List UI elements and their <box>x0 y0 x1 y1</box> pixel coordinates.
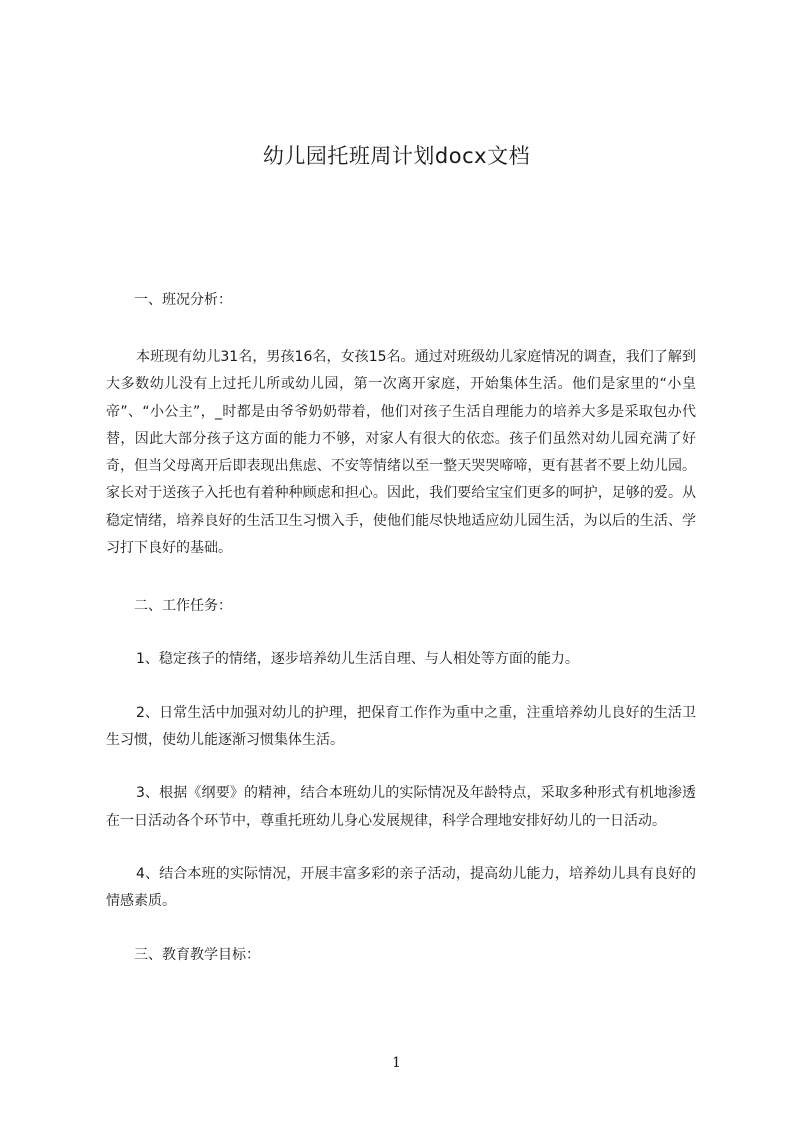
page-number: 1 <box>392 1055 401 1071</box>
task-item-3: 3、根据《纲要》的精神，结合本班幼儿的实际情况及年龄特点，采取多种形式有机地渗透在一日活动各个环节中，尊重托班幼儿身心发展规律，科学合理地安排好幼儿的一日活动。 <box>106 785 696 829</box>
analysis-paragraph: 本班现有幼儿31名，男孩16名，女孩15名。通过对班级幼儿家庭情况的调查，我们了解到大多数幼儿没有上过托儿所或幼儿园，第一次离开家庭，开始集体生活。他们是家里的“小皇帝”、“小公主”，_时都是由爷爷奶奶带着，他们对孩子生活自理能力的培养大多是采取包办代替，因此大部分孩子这方面的能力不够，对家人有很大的依恋。孩子们虽然对幼儿园充满了好奇，但当父母离开后即表现出焦虑、不安等情绪以至一整天哭哭啼啼，更有甚者不要上幼儿园。家长对于送孩子入托也有着种种顾虑和担心。因此，我们要给宝宝们更多的呵护，足够的爱。从稳定情绪，培养良好的生活卫生习惯入手，使他们能尽快地适应幼儿园生活，为以后的生活、学习打下良好的基础。 <box>106 349 696 557</box>
section-heading-goals: 三、教育教学目标： <box>134 947 260 964</box>
section-heading-analysis: 一、班况分析： <box>134 292 232 308</box>
task-item-1: 1、稳定孩子的情绪，逐步培养幼儿生活自理、与人相处等方面的能力。 <box>136 651 579 668</box>
document-body <box>106 286 696 969</box>
task-item-4: 4、结合本班的实际情况，开展丰富多彩的亲子活动，提高幼儿能力，培养幼儿具有良好的情感素质。 <box>106 865 696 910</box>
document-title: 幼儿园托班周计划docx文档 <box>262 144 531 168</box>
section-heading-tasks: 二、工作任务： <box>134 598 232 615</box>
task-item-2: 2、日常生活中加强对幼儿的护理，把保育工作作为重中之重，注重培养幼儿良好的生活卫生习惯，使幼儿能逐渐习惯集体生活。 <box>106 704 696 748</box>
